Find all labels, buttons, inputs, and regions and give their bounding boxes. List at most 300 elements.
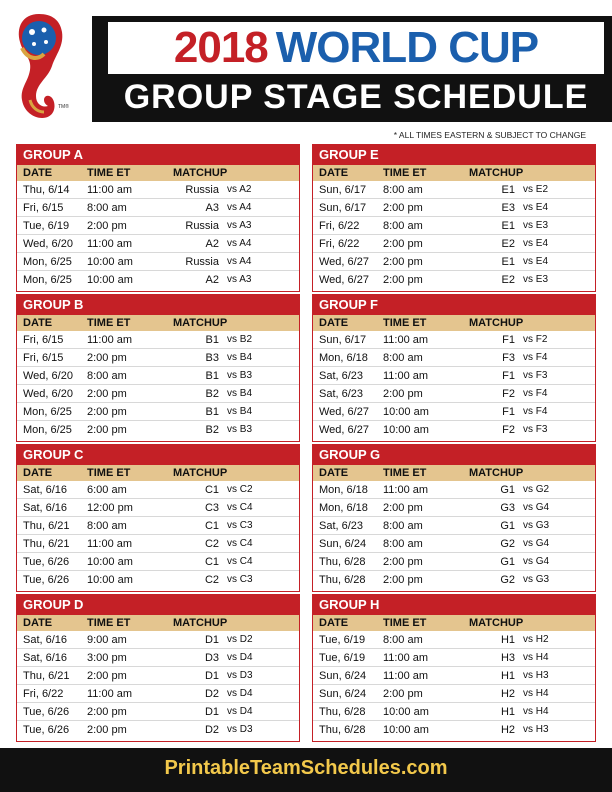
group-panel [16, 594, 300, 742]
versus-away-team [523, 649, 549, 667]
away-team: E3 [535, 274, 549, 285]
column-headers [17, 165, 299, 181]
home-team: G2 [500, 538, 515, 550]
vs-label: vs [227, 724, 237, 735]
away-team: F4 [535, 406, 548, 417]
versus-away-team [523, 535, 549, 553]
vs-label: vs [523, 502, 533, 513]
match-time: 2:00 pm [87, 406, 127, 418]
away-team: F4 [535, 388, 548, 399]
away-team: A4 [239, 202, 252, 213]
vs-label: vs [227, 574, 237, 585]
vs-label: vs [523, 406, 533, 417]
versus-away-team [227, 217, 251, 235]
vs-label: vs [227, 556, 237, 567]
match-time: 3:00 pm [87, 652, 127, 664]
match-time: 11:00 am [383, 652, 429, 664]
column-headers [313, 165, 595, 181]
home-team: Russia [185, 184, 219, 196]
away-team: A3 [239, 220, 252, 231]
vs-label: vs [227, 688, 237, 699]
match-row [313, 553, 595, 571]
away-team: F2 [535, 334, 548, 345]
match-time: 11:00 am [87, 538, 133, 550]
match-date: Sat, 6/16 [23, 484, 68, 496]
away-team: G4 [535, 556, 550, 567]
away-team: E2 [535, 184, 549, 195]
time-header: TIME ET [87, 317, 131, 329]
versus-away-team [227, 253, 251, 271]
vs-label: vs [523, 238, 533, 249]
match-row [313, 535, 595, 553]
home-team: H3 [500, 652, 515, 664]
match-time: 2:00 pm [87, 352, 127, 364]
match-date: Wed, 6/27 [319, 406, 369, 418]
home-team: F1 [502, 370, 515, 382]
home-team: G3 [500, 502, 515, 514]
match-row [17, 199, 299, 217]
versus-away-team [227, 631, 253, 649]
group-title: GROUP E [313, 145, 595, 165]
home-team: D2 [204, 688, 219, 700]
match-row [313, 403, 595, 421]
home-team: B3 [205, 352, 219, 364]
versus-away-team [523, 331, 547, 349]
match-row [17, 367, 299, 385]
vs-label: vs [523, 484, 533, 495]
match-row [313, 481, 595, 499]
match-date: Fri, 6/15 [23, 352, 64, 364]
match-date: Mon, 6/18 [319, 352, 368, 364]
vs-label: vs [227, 502, 237, 513]
versus-away-team [227, 481, 253, 499]
match-date: Fri, 6/15 [23, 202, 64, 214]
match-row [313, 631, 595, 649]
match-date: Mon, 6/25 [23, 274, 72, 286]
match-row [313, 217, 595, 235]
match-date: Mon, 6/18 [319, 484, 368, 496]
match-date: Thu, 6/21 [23, 670, 70, 682]
away-team: G3 [535, 520, 550, 531]
trademark-mark: TM® [58, 104, 69, 110]
match-date: Fri, 6/22 [319, 220, 360, 232]
vs-label: vs [523, 388, 533, 399]
vs-label: vs [227, 370, 237, 381]
match-row [313, 349, 595, 367]
match-row [17, 481, 299, 499]
versus-away-team [523, 631, 549, 649]
home-team: E1 [501, 184, 515, 196]
versus-away-team [523, 253, 548, 271]
versus-away-team [523, 403, 547, 421]
vs-label: vs [227, 388, 237, 399]
match-time: 2:00 pm [87, 424, 127, 436]
away-team: E4 [535, 238, 549, 249]
versus-away-team [227, 685, 253, 703]
match-time: 11:00 am [383, 484, 429, 496]
home-team: E3 [501, 202, 515, 214]
world-cup-text: WORLD CUP [275, 23, 539, 72]
home-team: G1 [500, 520, 515, 532]
match-date: Wed, 6/27 [319, 256, 369, 268]
versus-away-team [227, 703, 253, 721]
vs-label: vs [523, 520, 533, 531]
match-row [17, 553, 299, 571]
match-time: 10:00 am [383, 406, 429, 418]
home-team: D1 [204, 706, 219, 718]
home-team: B1 [205, 334, 219, 346]
time-header: TIME ET [383, 617, 427, 629]
vs-label: vs [523, 220, 533, 231]
home-team: Russia [185, 256, 219, 268]
match-row [17, 499, 299, 517]
year-text: 2018 [173, 23, 268, 72]
match-row [313, 721, 595, 739]
vs-label: vs [523, 724, 533, 735]
group-title: GROUP F [313, 295, 595, 315]
match-row [313, 421, 595, 439]
away-team: E3 [535, 220, 549, 231]
home-team: G1 [500, 484, 515, 496]
match-time: 8:00 am [383, 538, 423, 550]
versus-away-team [227, 667, 253, 685]
home-team: A3 [205, 202, 219, 214]
match-row [17, 649, 299, 667]
date-header: DATE [23, 317, 53, 329]
versus-away-team [227, 535, 253, 553]
time-header: TIME ET [87, 617, 131, 629]
vs-label: vs [227, 670, 237, 681]
versus-away-team [523, 199, 548, 217]
column-headers [313, 615, 595, 631]
group-title: GROUP B [17, 295, 299, 315]
versus-away-team [227, 721, 253, 739]
vs-label: vs [523, 424, 533, 435]
away-team: F3 [535, 370, 548, 381]
away-team: B4 [239, 352, 253, 363]
versus-away-team [523, 235, 548, 253]
match-time: 8:00 am [87, 202, 127, 214]
home-team: H1 [500, 670, 515, 682]
match-time: 2:00 pm [87, 220, 127, 232]
match-date: Sat, 6/16 [23, 652, 68, 664]
time-header: TIME ET [87, 467, 131, 479]
away-team: D4 [239, 706, 253, 717]
match-date: Tue, 6/19 [319, 652, 366, 664]
versus-away-team [523, 685, 549, 703]
match-row [17, 667, 299, 685]
home-team: A2 [205, 238, 219, 250]
away-team: G4 [535, 502, 550, 513]
match-time: 2:00 pm [383, 274, 423, 286]
match-row [17, 517, 299, 535]
home-team: H2 [500, 688, 515, 700]
vs-label: vs [523, 352, 533, 363]
match-row [313, 199, 595, 217]
home-team: E1 [501, 220, 515, 232]
away-team: H4 [535, 706, 549, 717]
match-time: 2:00 pm [383, 574, 423, 586]
match-date: Sat, 6/23 [319, 370, 364, 382]
away-team: C3 [239, 574, 253, 585]
versus-away-team [523, 703, 549, 721]
vs-label: vs [523, 370, 533, 381]
away-team: C2 [239, 484, 253, 495]
home-team: A2 [205, 274, 219, 286]
match-time: 2:00 pm [87, 670, 127, 682]
vs-label: vs [523, 256, 533, 267]
home-team: E2 [501, 274, 515, 286]
match-time: 10:00 am [87, 556, 133, 568]
match-time: 11:00 am [87, 688, 133, 700]
away-team: D2 [239, 634, 253, 645]
match-row [313, 181, 595, 199]
vs-label: vs [227, 202, 237, 213]
date-header: DATE [319, 617, 349, 629]
match-time: 11:00 am [383, 670, 429, 682]
vs-label: vs [227, 238, 237, 249]
match-time: 8:00 am [383, 220, 423, 232]
home-team: D2 [204, 724, 219, 736]
away-team: B3 [239, 424, 253, 435]
away-team: B4 [239, 406, 253, 417]
away-team: A3 [239, 274, 252, 285]
home-team: F2 [502, 424, 515, 436]
home-team: G1 [500, 556, 515, 568]
vs-label: vs [227, 406, 237, 417]
away-team: H2 [535, 634, 549, 645]
group-panel [312, 294, 596, 442]
versus-away-team [227, 403, 252, 421]
home-team: D1 [204, 634, 219, 646]
match-date: Thu, 6/21 [23, 520, 70, 532]
vs-label: vs [523, 574, 533, 585]
home-team: C2 [204, 574, 219, 586]
date-header: DATE [23, 167, 53, 179]
match-date: Tue, 6/26 [23, 724, 70, 736]
match-row [313, 667, 595, 685]
match-date: Fri, 6/22 [23, 688, 64, 700]
match-time: 8:00 am [383, 352, 423, 364]
group-title: GROUP H [313, 595, 595, 615]
vs-label: vs [227, 220, 237, 231]
home-team: C1 [204, 484, 219, 496]
group-panel [16, 294, 300, 442]
match-date: Sun, 6/24 [319, 688, 367, 700]
vs-label: vs [523, 706, 533, 717]
match-row [313, 235, 595, 253]
date-header: DATE [319, 167, 349, 179]
home-team: B2 [205, 424, 219, 436]
match-row [313, 571, 595, 589]
match-time: 11:00 am [383, 334, 429, 346]
match-time: 2:00 pm [87, 706, 127, 718]
away-team: B4 [239, 388, 253, 399]
away-team: C4 [239, 538, 253, 549]
match-row [17, 685, 299, 703]
home-team: E2 [501, 238, 515, 250]
group-panel [312, 594, 596, 742]
match-row [313, 649, 595, 667]
vs-label: vs [227, 652, 237, 663]
column-headers [313, 315, 595, 331]
away-team: D3 [239, 670, 253, 681]
versus-away-team [227, 181, 251, 199]
versus-away-team [227, 553, 253, 571]
match-time: 8:00 am [87, 370, 127, 382]
match-row [313, 685, 595, 703]
home-team: D1 [204, 670, 219, 682]
time-header: TIME ET [87, 167, 131, 179]
versus-away-team [523, 271, 548, 289]
match-time: 8:00 am [383, 184, 423, 196]
time-header: TIME ET [383, 167, 427, 179]
away-team: B3 [239, 370, 253, 381]
versus-away-team [523, 571, 549, 589]
away-team: E4 [535, 256, 549, 267]
home-team: B1 [205, 370, 219, 382]
away-team: F3 [535, 424, 548, 435]
page-subtitle: GROUP STAGE SCHEDULE [123, 78, 589, 116]
match-time: 8:00 am [383, 520, 423, 532]
away-team: A4 [239, 256, 252, 267]
match-date: Mon, 6/25 [23, 256, 72, 268]
away-team: B2 [239, 334, 253, 345]
versus-away-team [227, 271, 251, 289]
site-footer: PrintableTeamSchedules.com [0, 748, 612, 792]
matchup-header: MATCHUP [173, 167, 228, 179]
matchup-header: MATCHUP [469, 317, 524, 329]
versus-away-team [523, 481, 549, 499]
match-time: 11:00 am [87, 238, 133, 250]
match-row [17, 721, 299, 739]
banner-title-line [108, 22, 604, 74]
vs-label: vs [227, 484, 237, 495]
match-time: 2:00 pm [87, 388, 127, 400]
match-time: 11:00 am [87, 184, 133, 196]
matchup-header: MATCHUP [173, 317, 228, 329]
match-time: 6:00 am [87, 484, 127, 496]
match-date: Sun, 6/24 [319, 538, 367, 550]
match-row [313, 385, 595, 403]
match-row [313, 703, 595, 721]
home-team: F2 [502, 388, 515, 400]
match-row [17, 703, 299, 721]
group-panel [312, 444, 596, 592]
group-title: GROUP C [17, 445, 299, 465]
date-header: DATE [319, 317, 349, 329]
match-date: Fri, 6/22 [319, 238, 360, 250]
match-row [17, 631, 299, 649]
away-team: F4 [535, 352, 548, 363]
match-time: 2:00 pm [383, 502, 423, 514]
vs-label: vs [227, 274, 237, 285]
match-date: Sat, 6/23 [319, 520, 364, 532]
group-panel [312, 144, 596, 292]
match-row [17, 181, 299, 199]
match-row [17, 535, 299, 553]
away-team: C4 [239, 556, 253, 567]
match-time: 10:00 am [383, 724, 429, 736]
home-team: H1 [500, 634, 515, 646]
versus-away-team [227, 499, 253, 517]
vs-label: vs [523, 688, 533, 699]
match-date: Wed, 6/27 [319, 424, 369, 436]
away-team: A4 [239, 238, 252, 249]
versus-away-team [523, 181, 548, 199]
match-time: 8:00 am [87, 520, 127, 532]
vs-label: vs [523, 334, 533, 345]
match-row [17, 253, 299, 271]
versus-away-team [227, 571, 253, 589]
match-date: Thu, 6/28 [319, 556, 366, 568]
matchup-header: MATCHUP [469, 467, 524, 479]
match-date: Wed, 6/20 [23, 370, 73, 382]
versus-away-team [227, 235, 251, 253]
match-time: 2:00 pm [383, 238, 423, 250]
date-header: DATE [23, 617, 53, 629]
away-team: H3 [535, 670, 549, 681]
match-row [17, 349, 299, 367]
match-date: Mon, 6/25 [23, 406, 72, 418]
match-row [313, 517, 595, 535]
home-team: B2 [205, 388, 219, 400]
versus-away-team [523, 385, 547, 403]
away-team: E4 [535, 202, 549, 213]
vs-label: vs [523, 634, 533, 645]
match-date: Sun, 6/17 [319, 334, 367, 346]
home-team: H2 [500, 724, 515, 736]
versus-away-team [523, 667, 549, 685]
match-row [17, 331, 299, 349]
vs-label: vs [227, 184, 237, 195]
times-note: * ALL TIMES EASTERN & SUBJECT TO CHANGE [393, 130, 586, 140]
match-date: Sat, 6/16 [23, 634, 68, 646]
match-date: Sat, 6/16 [23, 502, 68, 514]
match-row [313, 253, 595, 271]
match-date: Mon, 6/25 [23, 424, 72, 436]
vs-label: vs [227, 634, 237, 645]
versus-away-team [227, 367, 252, 385]
versus-away-team [227, 385, 252, 403]
matchup-header: MATCHUP [173, 467, 228, 479]
match-row [313, 271, 595, 289]
column-headers [17, 465, 299, 481]
vs-label: vs [227, 538, 237, 549]
home-team: D3 [204, 652, 219, 664]
world-cup-trophy-logo [8, 8, 70, 124]
time-header: TIME ET [383, 467, 427, 479]
match-time: 9:00 am [87, 634, 127, 646]
match-date: Mon, 6/18 [319, 502, 368, 514]
match-row [17, 235, 299, 253]
match-time: 2:00 pm [383, 556, 423, 568]
matchup-header: MATCHUP [469, 167, 524, 179]
match-row [313, 367, 595, 385]
versus-away-team [227, 199, 251, 217]
match-date: Wed, 6/27 [319, 274, 369, 286]
home-team: C3 [204, 502, 219, 514]
home-team: F3 [502, 352, 515, 364]
match-row [17, 217, 299, 235]
vs-label: vs [523, 556, 533, 567]
match-time: 10:00 am [383, 706, 429, 718]
matchup-header: MATCHUP [469, 617, 524, 629]
vs-label: vs [227, 352, 237, 363]
match-date: Tue, 6/19 [23, 220, 70, 232]
group-panel [16, 144, 300, 292]
match-date: Thu, 6/28 [319, 724, 366, 736]
